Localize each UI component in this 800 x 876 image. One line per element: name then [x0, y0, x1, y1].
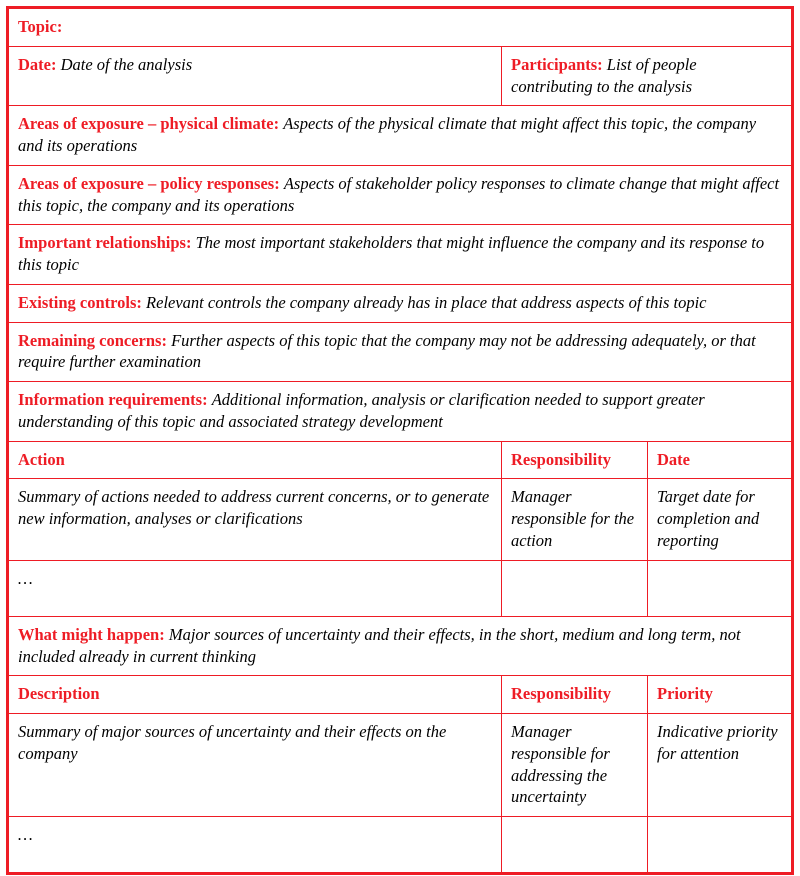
action-table-header-row	[8, 441, 793, 479]
section-cell	[8, 284, 793, 322]
section-row-information-requirements	[8, 382, 793, 442]
what-might-happen-label: What might happen	[18, 624, 160, 644]
table-row	[8, 560, 793, 616]
uncertainty-empty-responsibility-cell[interactable]	[502, 817, 648, 874]
uncertainty-ellipsis-cell[interactable]: …	[8, 817, 502, 874]
section-cell	[8, 165, 793, 225]
section-separator: :	[136, 292, 142, 312]
section-label: Information requirements	[18, 390, 203, 410]
action-header-responsibility: Responsibility	[502, 441, 648, 479]
uncertainty-empty-priority-cell[interactable]	[648, 817, 793, 874]
table-row	[8, 479, 793, 560]
topic-cell	[8, 8, 793, 47]
action-header-action: Action	[8, 441, 502, 479]
action-summary-cell[interactable]: Summary of actions needed to address current concerns, or to generate new information, analyses or clarifications	[8, 479, 502, 560]
topic-separator: :	[56, 17, 63, 36]
section-row-physical-climate	[8, 106, 793, 166]
section-row-remaining-concerns	[8, 322, 793, 382]
participants-label: Participants	[511, 54, 598, 74]
section-row-policy-responses	[8, 165, 793, 225]
section-label: Existing controls	[18, 292, 137, 312]
section-value[interactable]: Aspects of the physical climate that might affect this topic, the company and its operations	[18, 114, 757, 156]
uncertainty-header-responsibility: Responsibility	[502, 676, 648, 714]
topic-label: Topic	[18, 17, 57, 36]
climate-analysis-form	[6, 6, 794, 875]
section-row-important-relationships	[8, 225, 793, 285]
section-value[interactable]: Aspects of stakeholder policy responses to climate change that might affect this topic, the company and its operations	[18, 173, 780, 215]
section-separator: :	[274, 173, 280, 193]
participants-cell	[502, 46, 793, 106]
section-row-existing-controls	[8, 284, 793, 322]
section-value[interactable]: Further aspects of this topic that the company may not be addressing adequately, or that require further examination	[18, 330, 756, 372]
uncertainty-responsibility-cell[interactable]: Manager responsible for addressing the uncertainty	[502, 714, 648, 817]
date-participants-row	[8, 46, 793, 106]
section-label: Remaining concerns	[18, 330, 162, 350]
section-value[interactable]: Additional information, analysis or clarification needed to support greater understanding of this topic and associated strategy development	[18, 390, 705, 431]
topic-row	[8, 8, 793, 47]
section-label: Areas of exposure – policy responses	[18, 173, 275, 193]
what-might-happen-row	[8, 616, 793, 676]
what-might-happen-cell	[8, 616, 793, 676]
action-header-date: Date	[648, 441, 793, 479]
date-cell	[8, 46, 502, 106]
uncertainty-description-cell[interactable]: Summary of major sources of uncertainty and their effects on the company	[8, 714, 502, 817]
uncertainty-priority-cell[interactable]: Indicative priority for attention	[648, 714, 793, 817]
action-ellipsis-cell[interactable]: …	[8, 560, 502, 616]
participants-value[interactable]: List of people contributing to the analysis	[511, 54, 697, 96]
uncertainty-table-header-row	[8, 676, 793, 714]
section-separator: :	[185, 233, 192, 253]
section-separator: :	[202, 390, 208, 410]
action-date-cell[interactable]: Target date for completion and reporting	[648, 479, 793, 560]
section-cell	[8, 382, 793, 442]
section-value[interactable]: The most important stakeholders that might influence the company and its response to this topic	[18, 233, 765, 275]
section-value[interactable]: Relevant controls the company already has in place that address aspects of this topic	[146, 292, 707, 312]
action-empty-date-cell[interactable]	[648, 560, 793, 616]
participants-separator: :	[597, 54, 603, 74]
table-row	[8, 714, 793, 817]
section-label: Important relationships	[18, 233, 186, 253]
section-separator: :	[161, 330, 167, 350]
section-cell	[8, 225, 793, 285]
date-label: Date	[18, 54, 51, 74]
what-might-happen-value[interactable]: Major sources of uncertainty and their effects, in the short, medium and long term, not included already in current thinking	[18, 624, 741, 666]
action-responsibility-cell[interactable]: Manager responsible for the action	[502, 479, 648, 560]
section-separator: :	[273, 114, 280, 134]
uncertainty-header-description: Description	[8, 676, 502, 714]
what-might-happen-separator: :	[159, 624, 165, 644]
section-cell	[8, 322, 793, 382]
date-separator: :	[50, 54, 57, 74]
table-row	[8, 817, 793, 874]
action-empty-responsibility-cell[interactable]	[502, 560, 648, 616]
uncertainty-header-priority: Priority	[648, 676, 793, 714]
section-cell	[8, 106, 793, 166]
section-label: Areas of exposure – physical climate	[18, 114, 274, 134]
date-value[interactable]: Date of the analysis	[60, 54, 193, 74]
